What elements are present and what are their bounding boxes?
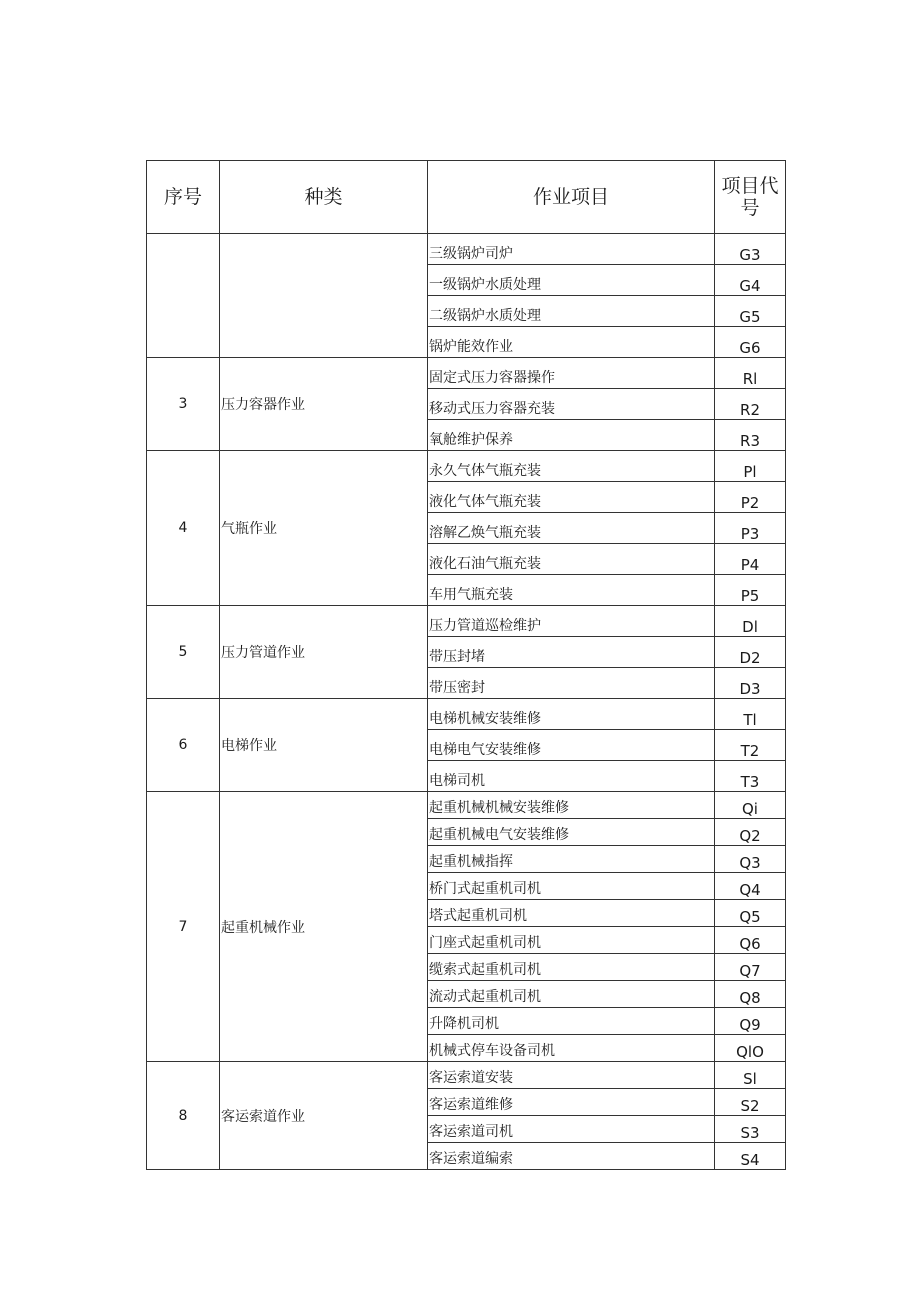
table-row xyxy=(147,606,786,637)
table-row xyxy=(147,358,786,389)
item-name: 桥门式起重机司机 xyxy=(428,873,715,900)
item-name: 一级锅炉水质处理 xyxy=(428,265,715,296)
group-seq: 7 xyxy=(147,792,220,1062)
item-name: 客运索道司机 xyxy=(428,1116,715,1143)
group-category: 起重机械作业 xyxy=(220,792,428,1062)
operation-items-table xyxy=(146,160,786,1170)
item-name: 车用气瓶充装 xyxy=(428,575,715,606)
item-name: 起重机械指挥 xyxy=(428,846,715,873)
item-code: Rl xyxy=(715,358,786,389)
table-row xyxy=(147,699,786,730)
item-code: Qi xyxy=(715,792,786,819)
item-name: 带压密封 xyxy=(428,668,715,699)
group-category: 电梯作业 xyxy=(220,699,428,792)
header-code-text: 项目代号 xyxy=(721,175,779,219)
item-code: Dl xyxy=(715,606,786,637)
item-name: 升降机司机 xyxy=(428,1008,715,1035)
item-name: 二级锅炉水质处理 xyxy=(428,296,715,327)
group-seq: 6 xyxy=(147,699,220,792)
item-name: 液化石油气瓶充装 xyxy=(428,544,715,575)
item-name: 锅炉能效作业 xyxy=(428,327,715,358)
item-name: 流动式起重机司机 xyxy=(428,981,715,1008)
table-row xyxy=(147,234,786,265)
item-code: P4 xyxy=(715,544,786,575)
item-code: T3 xyxy=(715,761,786,792)
item-code: P5 xyxy=(715,575,786,606)
item-code: Pl xyxy=(715,451,786,482)
item-code: D2 xyxy=(715,637,786,668)
table-row xyxy=(147,1062,786,1089)
item-code: G6 xyxy=(715,327,786,358)
item-code: R3 xyxy=(715,420,786,451)
group-category: 压力管道作业 xyxy=(220,606,428,699)
item-code: T2 xyxy=(715,730,786,761)
table-row xyxy=(147,792,786,819)
item-name: 带压封堵 xyxy=(428,637,715,668)
item-name: 压力管道巡检维护 xyxy=(428,606,715,637)
item-code: P2 xyxy=(715,482,786,513)
item-code: Q7 xyxy=(715,954,786,981)
item-code: Q8 xyxy=(715,981,786,1008)
item-code: Q3 xyxy=(715,846,786,873)
item-code: Tl xyxy=(715,699,786,730)
item-name: 门座式起重机司机 xyxy=(428,927,715,954)
item-code: G5 xyxy=(715,296,786,327)
item-name: 永久气体气瓶充装 xyxy=(428,451,715,482)
item-code: S4 xyxy=(715,1143,786,1170)
item-name: 客运索道安装 xyxy=(428,1062,715,1089)
group-seq: 3 xyxy=(147,358,220,451)
item-code: G4 xyxy=(715,265,786,296)
header-category: 种类 xyxy=(220,161,428,234)
header-seq: 序号 xyxy=(147,161,220,234)
item-code: QlO xyxy=(715,1035,786,1062)
item-name: 起重机械机械安装维修 xyxy=(428,792,715,819)
item-name: 起重机械电气安装维修 xyxy=(428,819,715,846)
group-seq: 8 xyxy=(147,1062,220,1170)
item-name: 溶解乙焕气瓶充装 xyxy=(428,513,715,544)
group-seq: 5 xyxy=(147,606,220,699)
item-code: S2 xyxy=(715,1089,786,1116)
item-code: R2 xyxy=(715,389,786,420)
item-code: Sl xyxy=(715,1062,786,1089)
header-item: 作业项目 xyxy=(428,161,715,234)
item-name: 客运索道维修 xyxy=(428,1089,715,1116)
group-category xyxy=(220,234,428,358)
group-category: 气瓶作业 xyxy=(220,451,428,606)
item-code: S3 xyxy=(715,1116,786,1143)
table-header-row xyxy=(147,161,786,234)
item-code: Q4 xyxy=(715,873,786,900)
item-name: 移动式压力容器充装 xyxy=(428,389,715,420)
item-code: Q5 xyxy=(715,900,786,927)
item-code: G3 xyxy=(715,234,786,265)
item-code: P3 xyxy=(715,513,786,544)
item-name: 固定式压力容器操作 xyxy=(428,358,715,389)
item-name: 机械式停车设备司机 xyxy=(428,1035,715,1062)
item-name: 三级锅炉司炉 xyxy=(428,234,715,265)
item-name: 氧舱维护保养 xyxy=(428,420,715,451)
group-seq xyxy=(147,234,220,358)
header-code xyxy=(715,161,786,234)
item-name: 电梯电气安装维修 xyxy=(428,730,715,761)
item-name: 缆索式起重机司机 xyxy=(428,954,715,981)
item-code: Q9 xyxy=(715,1008,786,1035)
item-name: 液化气体气瓶充装 xyxy=(428,482,715,513)
group-category: 压力容器作业 xyxy=(220,358,428,451)
group-category: 客运索道作业 xyxy=(220,1062,428,1170)
item-name: 电梯司机 xyxy=(428,761,715,792)
table-row xyxy=(147,451,786,482)
item-code: Q2 xyxy=(715,819,786,846)
item-name: 塔式起重机司机 xyxy=(428,900,715,927)
item-name: 电梯机械安装维修 xyxy=(428,699,715,730)
item-code: Q6 xyxy=(715,927,786,954)
group-seq: 4 xyxy=(147,451,220,606)
item-name: 客运索道编索 xyxy=(428,1143,715,1170)
item-code: D3 xyxy=(715,668,786,699)
